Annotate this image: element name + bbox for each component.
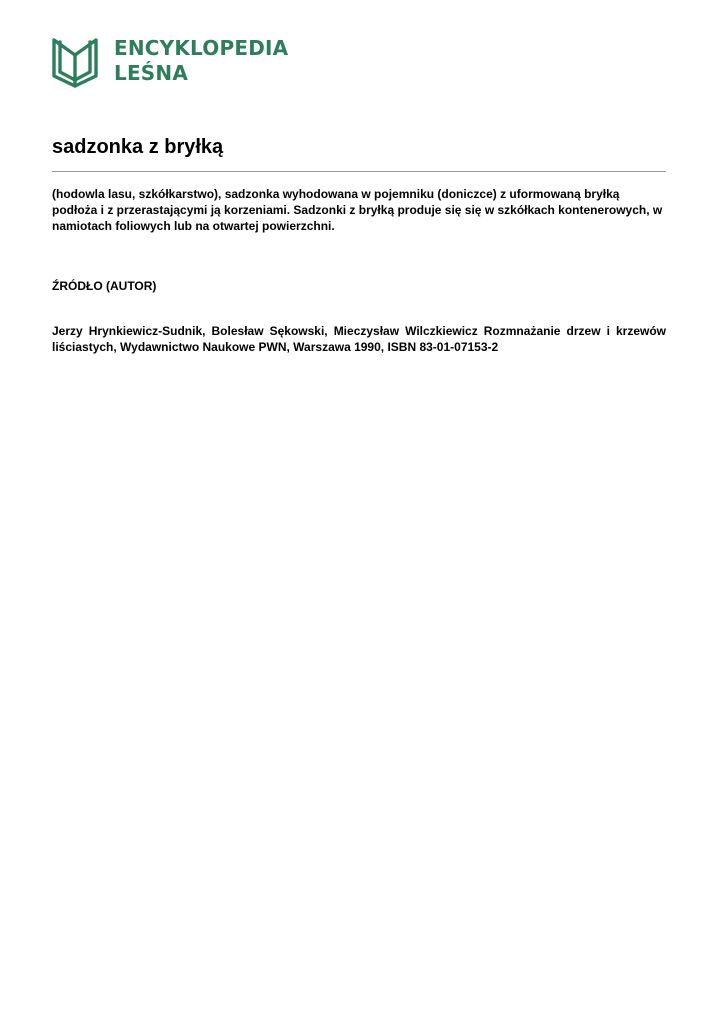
entry-definition: (hodowla lasu, szkółkarstwo), sadzonka wyhodowana w pojemniku (doniczce) z uformowaną bryłką podłoża i z przerastającymi ją korzeniami. Sadzonki z bryłką produje się się w szkółkach kontenerowych, w namiotach foliowych lub na otwartej powierzchni. — [52, 187, 663, 233]
open-book-icon — [52, 34, 98, 88]
site-header — [52, 32, 288, 90]
logo-line-2: LEŚNA — [114, 61, 189, 85]
source-heading: ŹRÓDŁO (AUTOR) — [52, 279, 157, 293]
site-logo-text — [114, 36, 288, 86]
source-citation: Jerzy Hrynkiewicz-Sudnik, Bolesław Sękowski, Mieczysław Wilczkiewicz Rozmnażanie drzew i krzewów liściastych, Wydawnictwo Naukowe PWN, Warszawa 1990, ISBN 83-01-07153-2 — [52, 324, 666, 354]
entry-title: sadzonka z bryłką — [52, 136, 224, 158]
logo-line-1: ENCYKLOPEDIA — [114, 36, 289, 60]
title-divider — [52, 171, 666, 172]
